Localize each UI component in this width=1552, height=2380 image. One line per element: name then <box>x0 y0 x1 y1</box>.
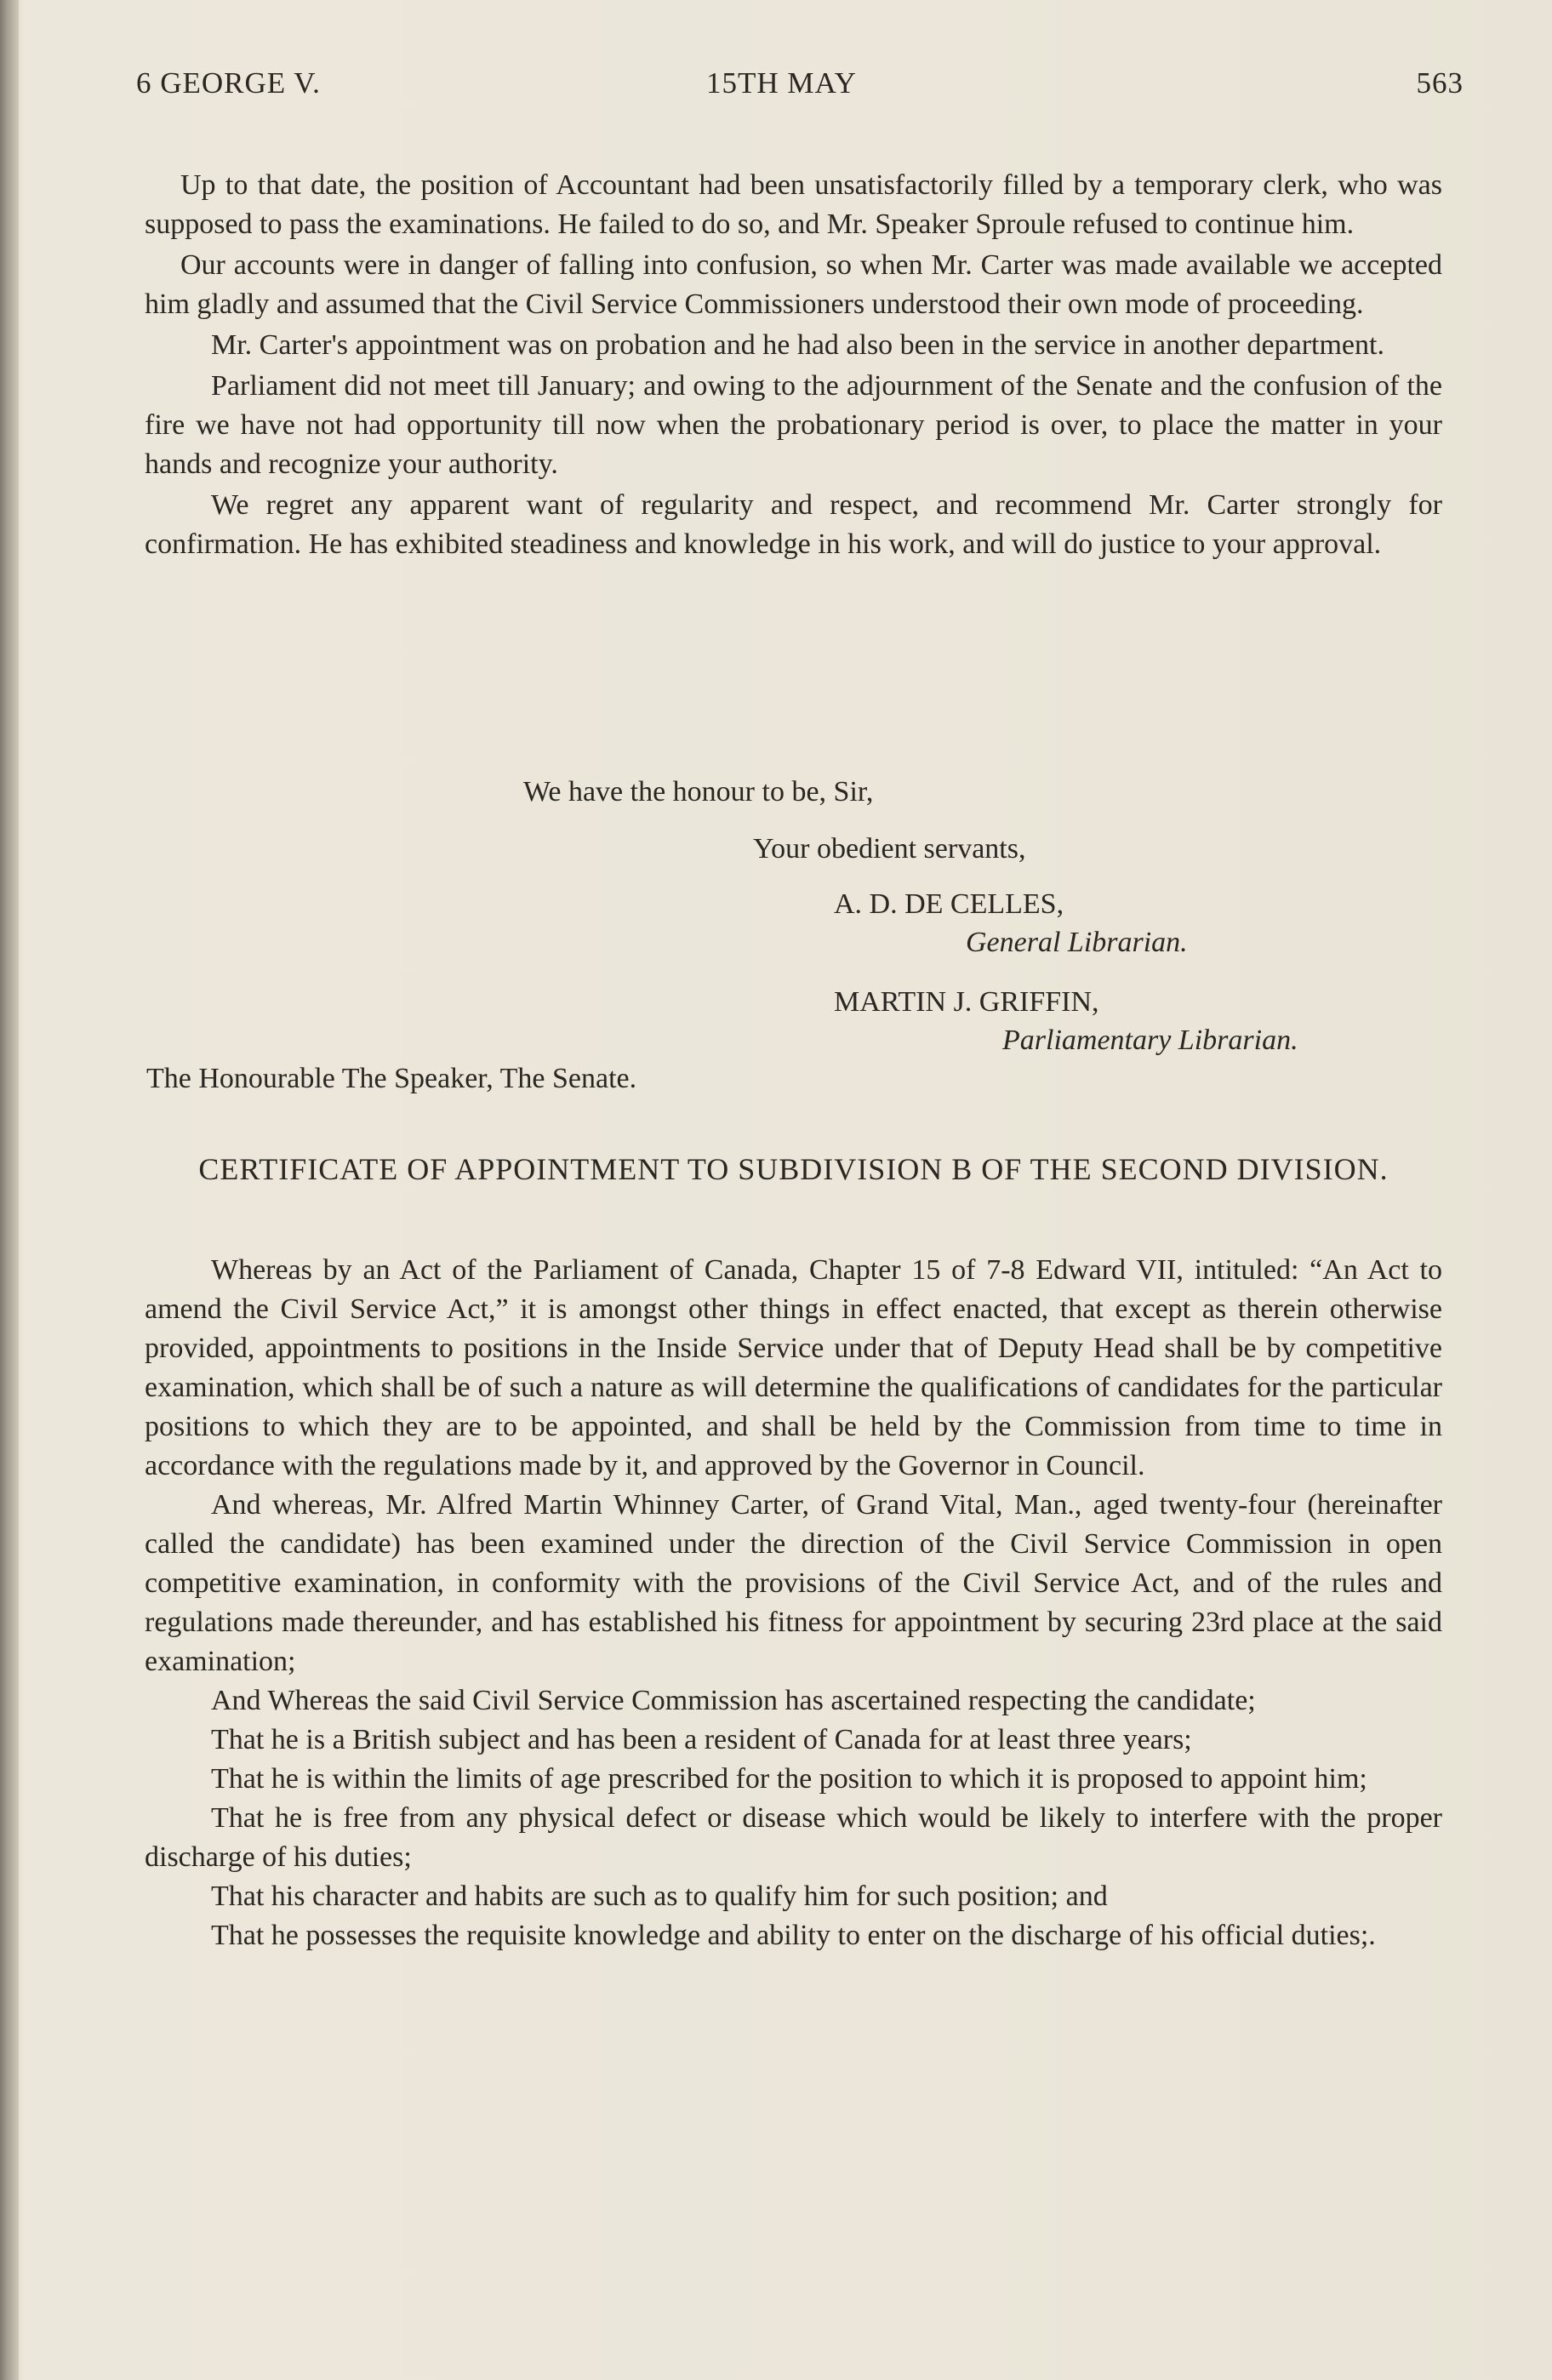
letter-salutation: We have the honour to be, Sir, <box>523 776 874 808</box>
signatory-name: A. D. DE CELLES, <box>834 888 1064 920</box>
letter-paragraph: Up to that date, the position of Accountant had been unsatisfactorily filled by a temporary clerk, who was supposed to pass the examinations. He failed to do so, and Mr. Speaker Sproule refused to continue him. <box>145 169 1442 240</box>
header-date: 15TH MAY <box>706 66 857 100</box>
header-regnal-year: 6 GEORGE V. <box>136 66 321 100</box>
header-page-number: 563 <box>1416 66 1464 100</box>
letter-paragraph: Mr. Carter's appointment was on probation and he had also been in the service in another department. <box>211 329 1384 361</box>
certificate-paragraph: That he is a British subject and has been a resident of Canada for at least three years; <box>211 1724 1192 1755</box>
running-header <box>136 66 1464 109</box>
letter-paragraph: Parliament did not meet till January; and owing to the adjournment of the Senate and the confusion of the fire we have not had opportunity till now when the probationary period is over, to place the matter in your hands and recognize your authority. <box>145 370 1442 480</box>
certificate-title: CERTIFICATE OF APPOINTMENT TO SUBDIVISION B OF THE SECOND DIVISION. <box>198 1152 1389 1186</box>
certificate-paragraph: That he possesses the requisite knowledge and ability to enter on the discharge of his official duties;. <box>211 1920 1376 1951</box>
page-binding-edge <box>0 0 19 2380</box>
signatory-title: Parliamentary Librarian. <box>1002 1024 1298 1056</box>
certificate-paragraph: And whereas, Mr. Alfred Martin Whinney Carter, of Grand Vital, Man., aged twenty-four (hereinafter called the candidate) has been examined under the direction of the Civil Service Commission in open competitive examination, in conformity with the provisions of the Civil Service Act, and of the rules and regulations made thereunder, and has established his fitness for appointment by securing 23rd place at the said examination; <box>145 1489 1442 1677</box>
letter-addressee: The Honourable The Speaker, The Senate. <box>146 1063 637 1094</box>
letter-paragraph: Our accounts were in danger of falling into confusion, so when Mr. Carter was made available we accepted him gladly and assumed that the Civil Service Commissioners understood their own mode of proceeding. <box>145 249 1442 320</box>
certificate-paragraph: That he is within the limits of age prescribed for the position to which it is proposed to appoint him; <box>211 1763 1367 1795</box>
signatory-title: General Librarian. <box>966 927 1188 958</box>
letter-paragraph: We regret any apparent want of regularity and respect, and recommend Mr. Carter strongly for confirmation. He has exhibited steadiness and knowledge in his work, and will do justice to your approval. <box>145 489 1442 560</box>
certificate-paragraph: That his character and habits are such as to qualify him for such position; and <box>211 1881 1108 1912</box>
certificate-paragraph: Whereas by an Act of the Parliament of Canada, Chapter 15 of 7-8 Edward VII, intituled: “An Act to amend the Civil Service Act,” it is amongst other things in effect enacted, that except as therein otherwise provided, appointments to positions in the Inside Service under that of Deputy Head shall be by competitive examination, which shall be of such a nature as will determine the qualifications of candidates for the particular positions to which they are to be appointed, and shall be held by the Commission from time to time in accordance with the regulations made by it, and approved by the Governor in Council. <box>145 1254 1442 1481</box>
certificate-body <box>145 1251 1442 1955</box>
letter-body <box>145 166 1442 566</box>
certificate-paragraph: And Whereas the said Civil Service Commission has ascertained respecting the candidate; <box>211 1685 1256 1716</box>
certificate-paragraph: That he is free from any physical defect or disease which would be likely to interfere with the proper discharge of his duties; <box>145 1802 1442 1873</box>
letter-closing: Your obedient servants, <box>753 833 1026 865</box>
signatory-name: MARTIN J. GRIFFIN, <box>834 986 1099 1018</box>
